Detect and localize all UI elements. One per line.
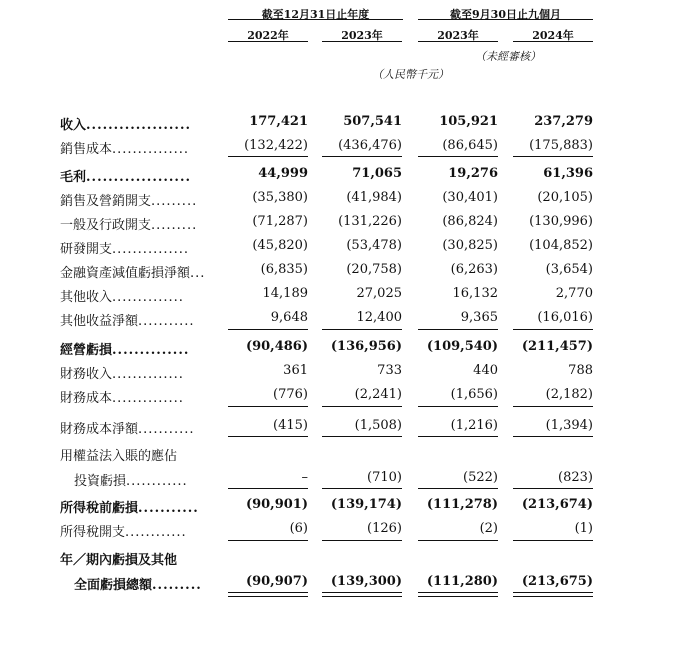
row-label-total-loss-line2: 全面虧損總額......... bbox=[74, 578, 202, 593]
subtotal-line bbox=[513, 488, 593, 489]
cell-operating-loss-2022: (90,486) bbox=[245, 339, 308, 354]
cell-finance-costs-2022: (776) bbox=[273, 387, 308, 402]
subtotal-line bbox=[418, 436, 498, 437]
cell-finance-income-2022: 361 bbox=[283, 363, 308, 378]
cell-other-gains-9m-2024: (16,016) bbox=[537, 310, 593, 325]
unit-note: （人民幣千元） bbox=[372, 68, 449, 81]
cell-investment-loss-2022: – bbox=[301, 470, 308, 485]
subtotal-line bbox=[322, 436, 402, 437]
cell-net-finance-costs-9m-2023: (1,216) bbox=[450, 418, 498, 433]
subtotal-line bbox=[513, 329, 593, 330]
column-rule-4 bbox=[513, 41, 593, 42]
subtotal-line bbox=[228, 436, 308, 437]
cell-loss-before-tax-2023: (139,174) bbox=[330, 497, 402, 512]
subtotal-line bbox=[513, 406, 593, 407]
cell-gross-profit-9m-2023: 19,276 bbox=[448, 166, 498, 181]
row-label-finance-costs: 財務成本.............. bbox=[60, 391, 184, 406]
cell-admin-expenses-2022: (71,287) bbox=[252, 214, 308, 229]
row-label-equity-method-line2: 投資虧損............ bbox=[74, 474, 188, 489]
column-rule-2 bbox=[322, 41, 402, 42]
cell-income-tax-9m-2024: (1) bbox=[574, 521, 593, 536]
cell-finance-income-9m-2023: 440 bbox=[473, 363, 498, 378]
row-label-finance-income: 財務收入.............. bbox=[60, 367, 184, 382]
cell-impairment-losses-9m-2023: (6,263) bbox=[450, 262, 498, 277]
total-double-line bbox=[228, 592, 308, 597]
subtotal-line bbox=[418, 156, 498, 157]
cell-loss-before-tax-9m-2023: (111,278) bbox=[426, 497, 498, 512]
row-label-admin-expenses: 一般及行政開支......... bbox=[60, 218, 198, 233]
cell-impairment-losses-2022: (6,835) bbox=[260, 262, 308, 277]
row-label-loss-before-tax: 所得稅前虧損........... bbox=[60, 501, 199, 516]
cell-other-gains-2023: 12,400 bbox=[356, 310, 402, 325]
cell-cost-of-sales-2023: (436,476) bbox=[338, 138, 402, 153]
cell-investment-loss-2023: (710) bbox=[367, 470, 402, 485]
cell-net-finance-costs-2023: (1,508) bbox=[354, 418, 402, 433]
subtotal-line bbox=[322, 488, 402, 489]
cell-other-income-9m-2023: 16,132 bbox=[452, 286, 498, 301]
cell-rd-expenses-2022: (45,820) bbox=[252, 238, 308, 253]
cell-rd-expenses-9m-2024: (104,852) bbox=[529, 238, 593, 253]
subtotal-line bbox=[228, 329, 308, 330]
cell-selling-expenses-9m-2024: (20,105) bbox=[537, 190, 593, 205]
cell-loss-before-tax-2022: (90,901) bbox=[245, 497, 308, 512]
total-double-line bbox=[418, 592, 498, 597]
header-group-nine-months: 截至9月30日止九個月 bbox=[450, 8, 561, 21]
cell-other-gains-2022: 9,648 bbox=[270, 310, 308, 325]
subtotal-line bbox=[322, 156, 402, 157]
total-double-line bbox=[322, 592, 402, 597]
subtotal-line bbox=[228, 488, 308, 489]
cell-gross-profit-2022: 44,999 bbox=[258, 166, 308, 181]
row-label-other-gains: 其他收益淨額........... bbox=[60, 314, 195, 329]
cell-income-tax-9m-2023: (2) bbox=[479, 521, 498, 536]
cell-finance-costs-2023: (2,241) bbox=[354, 387, 402, 402]
header-rule-nine-months bbox=[418, 19, 593, 20]
cell-revenue-9m-2023: 105,921 bbox=[439, 114, 498, 129]
row-label-income-tax: 所得稅開支............ bbox=[60, 525, 187, 540]
cell-selling-expenses-2022: (35,380) bbox=[252, 190, 308, 205]
cell-total-loss-2023: (139,300) bbox=[330, 574, 402, 589]
column-header-2022: 2022年 bbox=[247, 29, 289, 42]
row-label-impairment-losses: 金融資產減值虧損淨額... bbox=[60, 266, 206, 281]
subtotal-line bbox=[418, 406, 498, 407]
cell-admin-expenses-9m-2023: (86,824) bbox=[442, 214, 498, 229]
subtotal-line bbox=[322, 329, 402, 330]
cell-operating-loss-9m-2023: (109,540) bbox=[426, 339, 498, 354]
cell-rd-expenses-9m-2023: (30,825) bbox=[442, 238, 498, 253]
cell-impairment-losses-2023: (20,758) bbox=[346, 262, 402, 277]
cell-revenue-9m-2024: 237,279 bbox=[534, 114, 593, 129]
row-label-cost-of-sales: 銷售成本............... bbox=[60, 142, 190, 157]
subtotal-line bbox=[228, 406, 308, 407]
cell-other-gains-9m-2023: 9,365 bbox=[460, 310, 498, 325]
cell-selling-expenses-2023: (41,984) bbox=[346, 190, 402, 205]
subtotal-line bbox=[513, 540, 593, 541]
cell-investment-loss-9m-2024: (823) bbox=[558, 470, 593, 485]
cell-impairment-losses-9m-2024: (3,654) bbox=[545, 262, 593, 277]
cell-finance-costs-9m-2023: (1,656) bbox=[450, 387, 498, 402]
cell-rd-expenses-2023: (53,478) bbox=[346, 238, 402, 253]
row-label-rd-expenses: 研發開支............... bbox=[60, 242, 190, 257]
cell-other-income-2022: 14,189 bbox=[262, 286, 308, 301]
row-label-total-loss-line1: 年／期內虧損及其他 bbox=[60, 553, 178, 568]
cell-cost-of-sales-9m-2024: (175,883) bbox=[529, 138, 593, 153]
cell-gross-profit-9m-2024: 61,396 bbox=[543, 166, 593, 181]
header-rule-year bbox=[228, 19, 403, 20]
subtotal-line bbox=[228, 156, 308, 157]
cell-investment-loss-9m-2023: (522) bbox=[463, 470, 498, 485]
cell-cost-of-sales-9m-2023: (86,645) bbox=[442, 138, 498, 153]
row-label-selling-expenses: 銷售及營銷開支......... bbox=[60, 194, 198, 209]
header-group-year: 截至12月31日止年度 bbox=[261, 8, 370, 21]
cell-finance-income-2023: 733 bbox=[377, 363, 402, 378]
cell-net-finance-costs-9m-2024: (1,394) bbox=[545, 418, 593, 433]
column-header-2023-year: 2023年 bbox=[341, 29, 383, 42]
column-rule-1 bbox=[228, 41, 308, 42]
subtotal-line bbox=[513, 156, 593, 157]
cell-operating-loss-9m-2024: (211,457) bbox=[521, 339, 593, 354]
column-header-2024: 2024年 bbox=[532, 29, 574, 42]
cell-income-tax-2022: (6) bbox=[289, 521, 308, 536]
cell-total-loss-2022: (90,907) bbox=[245, 574, 308, 589]
row-label-other-income: 其他收入.............. bbox=[60, 290, 184, 305]
subtotal-line bbox=[513, 436, 593, 437]
cell-operating-loss-2023: (136,956) bbox=[330, 339, 402, 354]
cell-revenue-2022: 177,421 bbox=[249, 114, 308, 129]
cell-total-loss-9m-2023: (111,280) bbox=[426, 574, 498, 589]
subtotal-line bbox=[418, 329, 498, 330]
cell-finance-income-9m-2024: 788 bbox=[568, 363, 593, 378]
cell-selling-expenses-9m-2023: (30,401) bbox=[442, 190, 498, 205]
cell-other-income-9m-2024: 2,770 bbox=[555, 286, 593, 301]
cell-net-finance-costs-2022: (415) bbox=[273, 418, 308, 433]
row-label-equity-method-line1: 用權益法入賬的應佔 bbox=[60, 449, 178, 464]
subtotal-line bbox=[322, 540, 402, 541]
cell-income-tax-2023: (126) bbox=[367, 521, 402, 536]
row-label-gross-profit: 毛利................... bbox=[60, 170, 192, 185]
subtotal-line bbox=[228, 540, 308, 541]
subtotal-line bbox=[418, 540, 498, 541]
column-rule-3 bbox=[418, 41, 498, 42]
cell-cost-of-sales-2022: (132,422) bbox=[244, 138, 308, 153]
subtotal-line bbox=[418, 488, 498, 489]
cell-finance-costs-9m-2024: (2,182) bbox=[545, 387, 593, 402]
cell-admin-expenses-2023: (131,226) bbox=[338, 214, 402, 229]
row-label-net-finance-costs: 財務成本淨額........... bbox=[60, 422, 195, 437]
cell-gross-profit-2023: 71,065 bbox=[352, 166, 402, 181]
cell-loss-before-tax-9m-2024: (213,674) bbox=[521, 497, 593, 512]
cell-total-loss-9m-2024: (213,675) bbox=[521, 574, 593, 589]
row-label-revenue: 收入................... bbox=[60, 118, 192, 133]
cell-revenue-2023: 507,541 bbox=[343, 114, 402, 129]
total-double-line bbox=[513, 592, 593, 597]
subtotal-line bbox=[322, 406, 402, 407]
cell-admin-expenses-9m-2024: (130,996) bbox=[529, 214, 593, 229]
row-label-operating-loss: 經營虧損.............. bbox=[60, 343, 190, 358]
cell-other-income-2023: 27,025 bbox=[356, 286, 402, 301]
column-header-2023-nine-months: 2023年 bbox=[437, 29, 479, 42]
unaudited-note: （未經審核） bbox=[475, 50, 541, 63]
